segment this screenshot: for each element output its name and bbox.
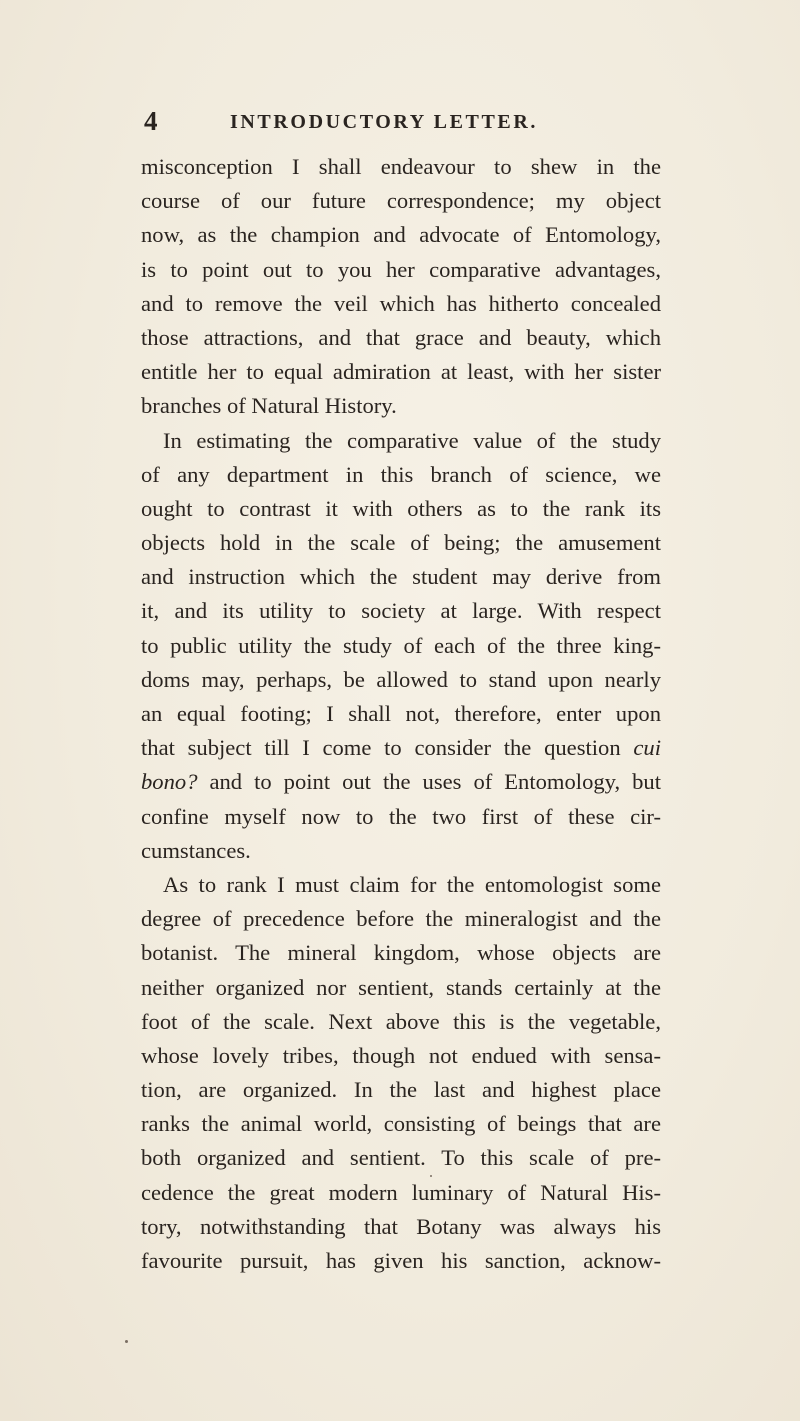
- text-line: [141, 971, 661, 1005]
- text-line: [141, 868, 661, 902]
- text-line: [141, 1107, 661, 1141]
- text-line: [141, 765, 661, 799]
- text-line-content: branches of Natural History.: [141, 393, 397, 419]
- text-line-content: to public utility the study of each of the three king-: [141, 632, 661, 658]
- text-line-content: doms may, perhaps, be allowed to stand upon nearly: [141, 666, 661, 692]
- text-line: [141, 1073, 661, 1107]
- text-line: [141, 663, 661, 697]
- text-line: [141, 594, 661, 628]
- text-line-content: botanist. The mineral kingdom, whose objects are: [141, 940, 661, 966]
- text-line-content: entitle her to equal admiration at least, with her sister: [141, 359, 661, 385]
- text-line: [141, 424, 661, 458]
- text-line: [141, 1176, 661, 1210]
- text-line: [141, 355, 661, 389]
- text-line: [141, 629, 661, 663]
- text-line-content: both organized and sentient. To this scale of pre-: [141, 1145, 661, 1171]
- text-line-content: whose lovely tribes, though not endued with sensa-: [141, 1042, 661, 1068]
- text-line: [141, 1039, 661, 1073]
- text-line-content: objects hold in the scale of being; the amusement: [141, 530, 661, 556]
- text-line-content: and to point out the uses of Entomology, but: [209, 769, 662, 795]
- running-head: [144, 106, 664, 136]
- text-line-content: those attractions, and that grace and beauty, which: [141, 324, 661, 350]
- text-line-content: cedence the great modern luminary of Natural His-: [141, 1179, 661, 1205]
- text-line-content: is to point out to you her comparative advantages,: [141, 256, 661, 282]
- paper-speck: [125, 1340, 128, 1343]
- text-line-content: now, as the champion and advocate of Entomology,: [141, 222, 661, 248]
- text-line: [141, 1210, 661, 1244]
- text-line-content: tion, are organized. In the last and highest place: [141, 1077, 661, 1103]
- text-line: [141, 492, 661, 526]
- body-text: [141, 150, 661, 1278]
- text-line-content: As to rank I must claim for the entomologist some: [163, 871, 661, 897]
- text-line-content: and to remove the veil which has hitherto concealed: [141, 290, 661, 316]
- text-line-content: favourite pursuit, has given his sanction, acknow-: [141, 1248, 661, 1273]
- text-line: [141, 150, 661, 184]
- italic-phrase: bono?: [141, 769, 198, 795]
- text-line: [141, 800, 661, 834]
- italic-phrase: cui: [633, 735, 662, 761]
- text-line-content: and instruction which the student may derive from: [141, 564, 661, 590]
- text-line-content: ranks the animal world, consisting of beings that are: [141, 1111, 661, 1137]
- text-line-content: degree of precedence before the mineralogist and the: [141, 906, 661, 932]
- paper-speck: [430, 1175, 432, 1177]
- text-line: [141, 834, 661, 868]
- text-line: [141, 321, 661, 355]
- text-line-content: In estimating the comparative value of the study: [163, 427, 661, 453]
- text-line: [141, 218, 661, 252]
- text-line-content: foot of the scale. Next above this is the vegetable,: [141, 1008, 661, 1034]
- text-line: [141, 458, 661, 492]
- text-line-content: course of our future correspondence; my object: [141, 188, 661, 214]
- text-line: [141, 253, 661, 287]
- text-line-content: an equal footing; I shall not, therefore, enter upon: [141, 701, 661, 726]
- text-line-content: that subject till I come to consider the question: [141, 735, 621, 761]
- text-line-content: confine myself now to the two first of these cir-: [141, 803, 661, 829]
- text-line-content: it, and its utility to society at large. With respect: [141, 598, 661, 624]
- text-line: [141, 1141, 661, 1175]
- running-title: INTRODUCTORY LETTER.: [230, 111, 539, 133]
- text-line: [141, 936, 661, 970]
- text-line-content: neither organized nor sentient, stands certainly at the: [141, 974, 661, 1000]
- page-number: 4: [144, 106, 158, 136]
- text-line-content: of any department in this branch of science, we: [141, 461, 661, 487]
- text-line-content: misconception I shall endeavour to shew in the: [141, 154, 661, 179]
- text-line-content: cumstances.: [141, 837, 251, 863]
- text-line: [141, 184, 661, 218]
- text-line: [141, 526, 661, 560]
- text-line: [141, 902, 661, 936]
- text-line-content: tory, notwithstanding that Botany was always his: [141, 1213, 661, 1239]
- text-line: [141, 1244, 661, 1278]
- text-line-content: ought to contrast it with others as to the rank its: [141, 495, 661, 521]
- text-line: [141, 697, 661, 731]
- text-line: [141, 389, 661, 423]
- text-line: [141, 560, 661, 594]
- text-line: [141, 731, 661, 765]
- text-line: [141, 1005, 661, 1039]
- text-line: [141, 287, 661, 321]
